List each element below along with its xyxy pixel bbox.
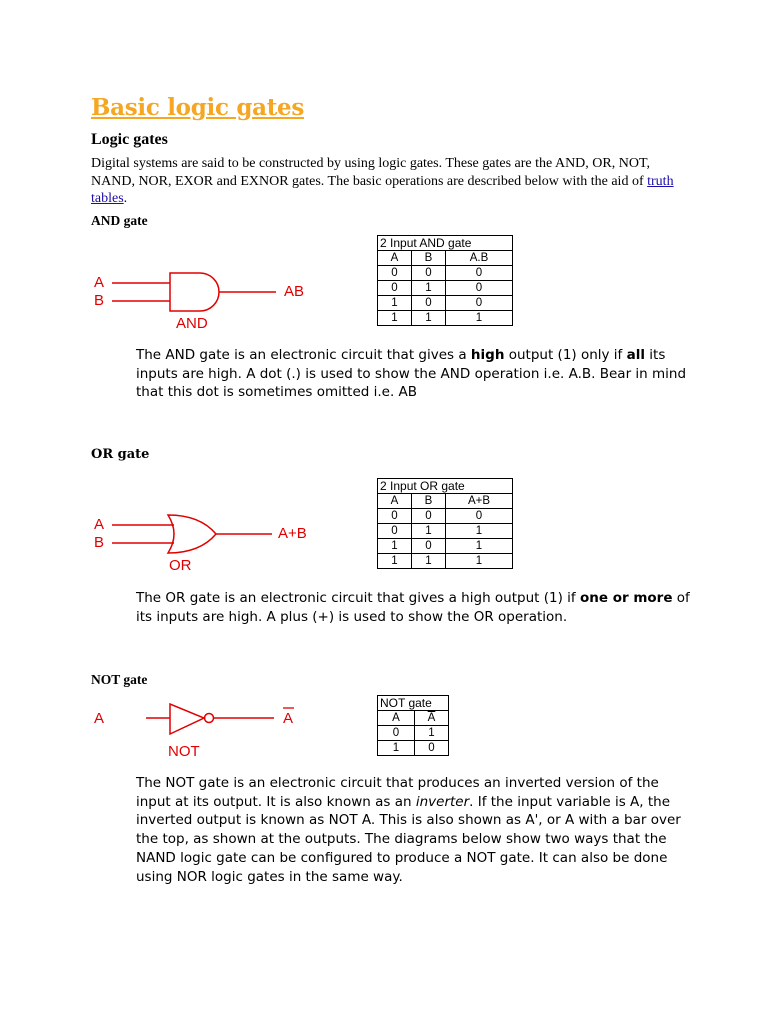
intro-text-end: .	[123, 191, 128, 206]
and-table-cell: 0	[446, 281, 513, 296]
or-table-cell: 0	[446, 509, 513, 524]
truth-tables-link[interactable]: truth tables	[91, 173, 674, 206]
or-table-cell: 0	[378, 509, 412, 524]
not-desc-text: The NOT gate is an electronic circuit that produces an inverted version of the input at its output. It is also known as an	[136, 775, 659, 810]
or-desc-emphasis: one or more	[579, 590, 673, 606]
not-output-label: A	[283, 710, 294, 727]
or-table-cell: 1	[446, 539, 513, 554]
or-desc-text: of its inputs are high. A plus (+) is used to show the OR operation.	[136, 590, 690, 625]
or-desc-text: The OR gate is an electronic circuit that gives a high output (1) if	[136, 590, 580, 606]
and-table-header: A	[378, 251, 412, 266]
and-table-cell: 1	[412, 311, 446, 326]
and-gate-diagram	[88, 268, 328, 338]
or-table-cell: 0	[412, 539, 446, 554]
not-table-cell: 0	[415, 741, 449, 756]
not-table-caption: NOT gate	[378, 696, 449, 711]
and-gate-description	[136, 346, 696, 402]
or-table-caption: 2 Input OR gate	[378, 479, 513, 494]
and-table-cell: 1	[446, 311, 513, 326]
not-table-cell: 1	[378, 741, 415, 756]
or-table-cell: 1	[446, 554, 513, 569]
and-table-cell: 0	[446, 266, 513, 281]
or-gate-diagram	[88, 512, 328, 582]
or-gate-description	[136, 589, 696, 626]
and-table-cell: 1	[412, 281, 446, 296]
or-table-header: A	[378, 494, 412, 509]
and-table-header: A.B	[446, 251, 513, 266]
not-gate-heading: NOT gate	[91, 672, 148, 687]
or-table-cell: 1	[412, 554, 446, 569]
and-gate-name-label: AND	[176, 315, 208, 332]
and-table-cell: 0	[412, 296, 446, 311]
and-table-cell: 1	[378, 296, 412, 311]
or-gate-name-label: OR	[169, 557, 192, 574]
or-input-a-label: A	[94, 516, 105, 533]
and-table-cell: 1	[378, 311, 412, 326]
and-table-caption: 2 Input AND gate	[378, 236, 513, 251]
not-table-header: A	[378, 711, 415, 726]
and-input-a-label: A	[94, 274, 105, 291]
not-table-header: A	[415, 711, 449, 726]
section-subheading: Logic gates	[91, 131, 168, 148]
not-table-cell: 0	[378, 726, 415, 741]
not-input-label: A	[94, 710, 105, 727]
or-table-header: A+B	[446, 494, 513, 509]
or-table-cell: 1	[378, 539, 412, 554]
intro-paragraph	[91, 155, 691, 208]
or-table-cell: 1	[378, 554, 412, 569]
and-desc-emphasis: high	[470, 347, 505, 363]
or-table-cell: 1	[412, 524, 446, 539]
and-input-b-label: B	[94, 292, 105, 309]
and-desc-text: its inputs are high. A dot (.) is used to show the AND operation i.e. A.B. Bear in mind that this dot is sometimes omitted i.e. AB	[136, 347, 687, 401]
page-title: Basic logic gates	[91, 94, 305, 121]
or-table-cell: 0	[412, 509, 446, 524]
or-gate-heading: OR gate	[91, 447, 150, 462]
and-table-header: B	[412, 251, 446, 266]
and-table-cell: 0	[378, 266, 412, 281]
not-table-cell: 1	[415, 726, 449, 741]
and-table-cell: 0	[412, 266, 446, 281]
and-desc-text: The AND gate is an electronic circuit that gives a	[136, 347, 471, 363]
or-table-header: B	[412, 494, 446, 509]
not-gate-name-label: NOT	[168, 743, 200, 760]
not-desc-italic: inverter	[415, 793, 470, 810]
intro-text: Digital systems are said to be constructed by using logic gates. These gates are the AND, OR, NOT, NAND, NOR, EXOR and EXNOR gates. The basic operations are described below with the aid of	[91, 156, 650, 189]
and-gate-heading: AND gate	[91, 213, 148, 228]
not-gate-description	[136, 774, 696, 886]
and-desc-emphasis: all	[626, 347, 645, 363]
and-table-cell: 0	[446, 296, 513, 311]
and-table-cell: 0	[378, 281, 412, 296]
and-truth-table	[377, 235, 513, 326]
and-output-label: AB	[284, 283, 305, 300]
or-truth-table	[377, 478, 513, 569]
and-desc-text: output (1) only if	[504, 347, 627, 363]
or-table-cell: 1	[446, 524, 513, 539]
or-output-label: A+B	[278, 525, 307, 542]
or-table-cell: 0	[378, 524, 412, 539]
not-truth-table	[377, 695, 449, 756]
not-desc-text: . If the input variable is A, the inverted output is known as NOT A. This is also shown as A', or A with a bar over the top, as shown at the outputs. The diagrams below show two ways that the NAND logic gate can be configured to produce a NOT gate. It can also be done using NOR logic gates in the same way.	[136, 793, 681, 885]
or-input-b-label: B	[94, 534, 105, 551]
not-gate-diagram	[88, 702, 328, 762]
